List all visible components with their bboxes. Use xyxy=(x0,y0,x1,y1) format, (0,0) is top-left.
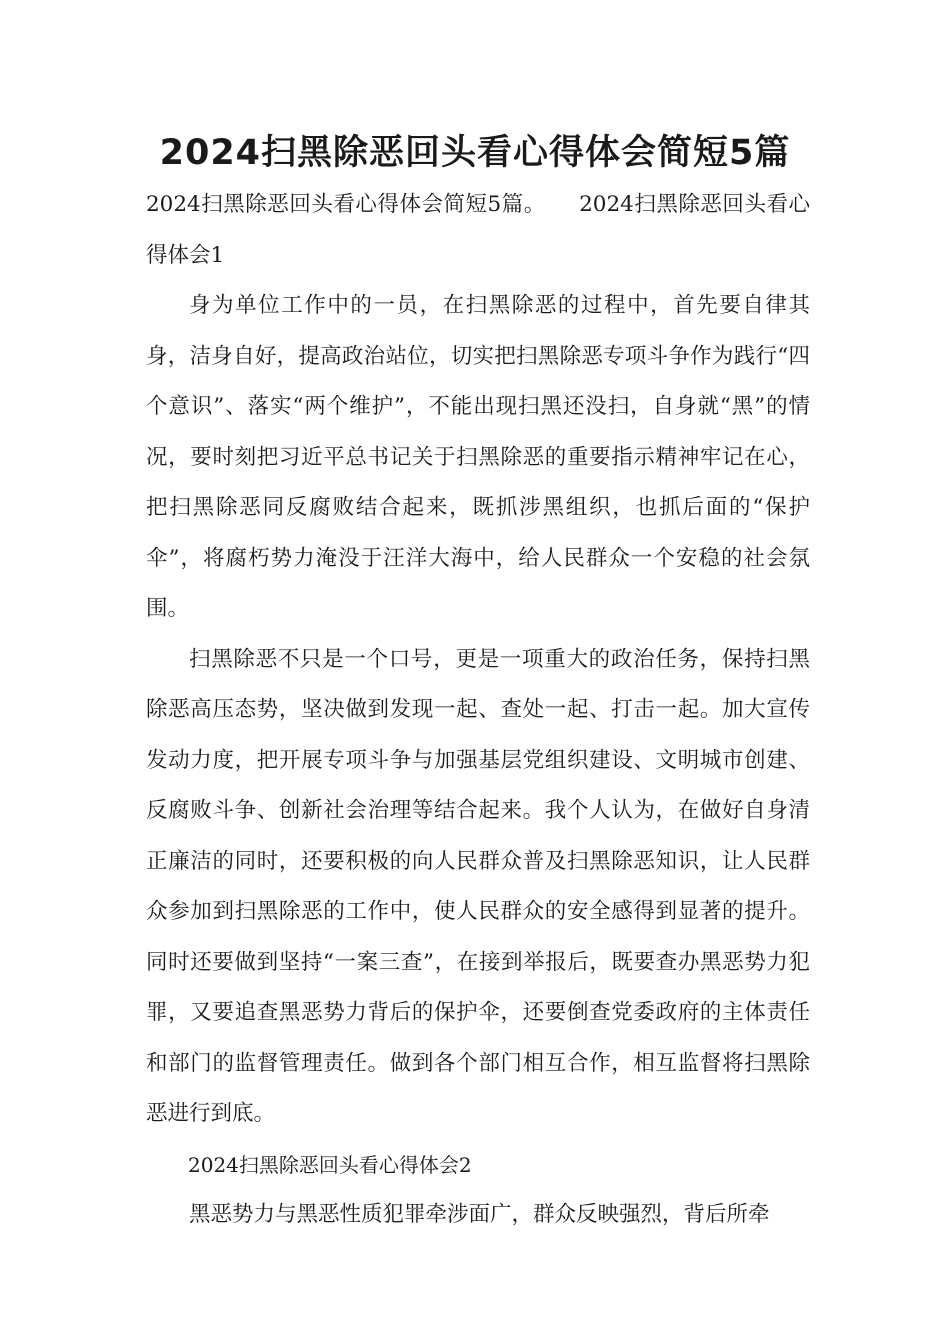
intro-paragraph: 2024扫黑除恶回头看心得体会简短5篇。 2024扫黑除恶回头看心得体会1 xyxy=(146,192,810,268)
body-paragraph-1: 身为单位工作中的一员，在扫黑除恶的过程中，首先要自律其身，洁身自好，提高政治站位，切实把扫黑除恶专项斗争作为践行“四个意识”、落实“两个维护”，不能出现扫黑还没扫，自身就“黑”的情况，要时刻把习近平总书记关于扫黑除恶的重要指示精神牢记在心，把扫黑除恶同反腐败结合起来，既抓涉黑组织，也抓后面的“保护伞”，将腐朽势力淹没于汪洋大海中，给人民群众一个安稳的社会氛围。 xyxy=(146,293,810,621)
body-paragraph-3: 黑恶势力与黑恶性质犯罪牵涉面广，群众反映强烈，背后所牵 xyxy=(189,1202,770,1227)
body-paragraph-2: 扫黑除恶不只是一个口号，更是一项重大的政治任务，保持扫黑除恶高压态势，坚决做到发现一起、查处一起、打击一起。加大宣传发动力度，把开展专项斗争与加强基层党组织建设、文明城市创建、反腐败斗争、创新社会治理等结合起来。我个人认为，在做好自身清正廉洁的同时，还要积极的向人民群众普及扫黑除恶知识，让人民群众参加到扫黑除恶的工作中，使人民群众的安全感得到显著的提升。同时还要做到坚持“一案三查”，在接到举报后，既要查办黑恶势力犯罪，又要追查黑恶势力背后的保护伞，还要倒查党委政府的主体责任和部门的监督管理责任。做到各个部门相互合作，相互监督将扫黑除恶进行到底。 xyxy=(146,646,810,1126)
document-title: 2024扫黑除恶回头看心得体会简短5篇 xyxy=(159,133,791,173)
section-heading-2: 2024扫黑除恶回头看心得体会2 xyxy=(188,1152,472,1177)
document-body xyxy=(146,180,810,1241)
